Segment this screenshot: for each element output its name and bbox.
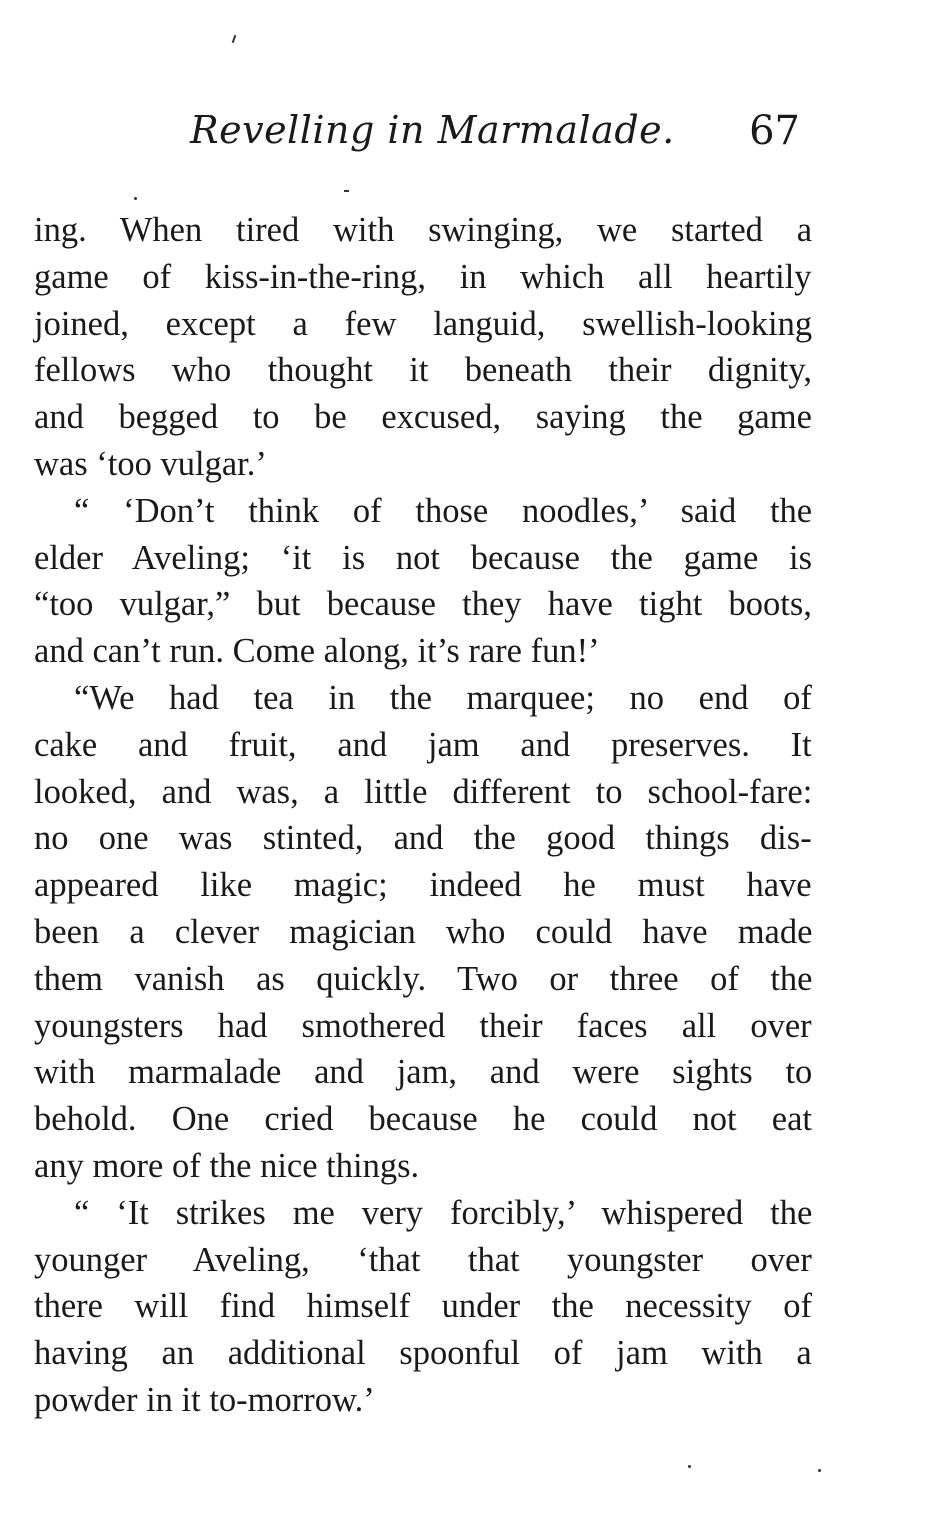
text-line: game of kiss-in-the-ring, in which all heartily	[34, 257, 812, 296]
text-line: powder in it to-morrow.’	[34, 1380, 375, 1419]
text-line: “ ‘Don’t think of those noodles,’ said the	[74, 491, 813, 530]
text-line: “We had tea in the marquee; no end of	[74, 678, 812, 717]
text-line: them vanish as quickly. Two or three of the	[34, 959, 813, 998]
text-line: appeared like magic; indeed he must have	[34, 866, 812, 905]
body-text	[34, 207, 812, 1424]
paragraph	[34, 675, 812, 1190]
text-line: with marmalade and jam, and were sights to	[34, 1053, 813, 1092]
page-number: 67	[749, 108, 800, 154]
text-line: there will find himself under the necessity of	[34, 1287, 812, 1326]
text-line: and can’t run. Come along, it’s rare fun!’	[34, 632, 600, 671]
text-line: any more of the nice things.	[34, 1146, 420, 1185]
text-line: “too vulgar,” but because they have tight boots,	[34, 585, 812, 624]
running-title: Revelling in Marmalade.	[190, 108, 675, 152]
print-speck	[344, 190, 349, 192]
text-line: younger Aveling, ‘that that youngster over	[34, 1240, 812, 1279]
text-line: was ‘too vulgar.’	[34, 444, 267, 483]
text-line: fellows who thought it beneath their dignity,	[34, 351, 812, 390]
text-line: been a clever magician who could have made	[34, 912, 813, 951]
print-speck	[688, 1465, 691, 1468]
print-speck	[232, 35, 237, 43]
text-line: elder Aveling; ‘it is not because the game is	[34, 538, 813, 577]
text-line: behold. One cried because he could not eat	[34, 1100, 812, 1139]
text-line: cake and fruit, and jam and preserves. It	[34, 725, 812, 764]
paragraph	[34, 1190, 812, 1424]
text-line: no one was stinted, and the good things dis-	[34, 819, 812, 858]
text-line: youngsters had smothered their faces all over	[34, 1006, 812, 1045]
print-speck	[818, 1469, 821, 1472]
text-line: having an additional spoonful of jam with a	[34, 1334, 812, 1373]
paragraph	[34, 207, 812, 488]
text-line: “ ‘It strikes me very forcibly,’ whispered the	[74, 1193, 813, 1232]
paragraph	[34, 488, 812, 675]
page-header	[190, 108, 810, 168]
print-speck	[134, 197, 137, 200]
text-line: joined, except a few languid, swellish-looking	[34, 304, 813, 343]
text-line: and begged to be excused, saying the game	[34, 398, 812, 437]
text-line: looked, and was, a little different to school-fare:	[34, 772, 813, 811]
text-line: ing. When tired with swinging, we started a	[34, 211, 813, 249]
